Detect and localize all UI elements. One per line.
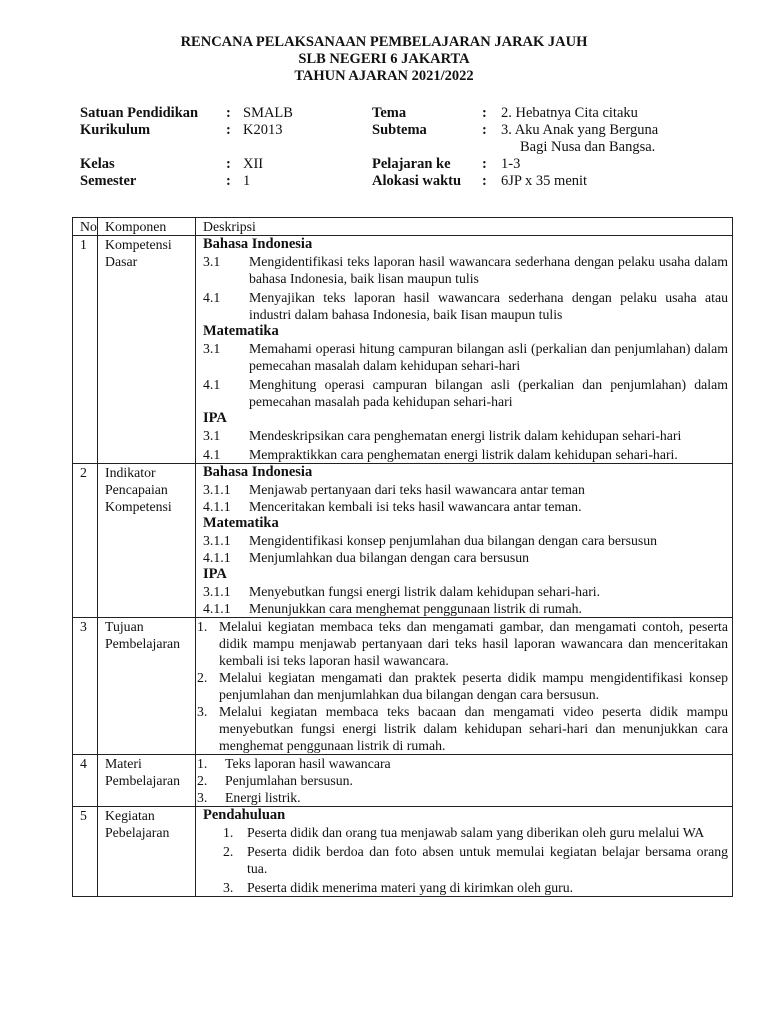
table-header-row	[73, 218, 733, 236]
colon: :	[226, 122, 231, 138]
title-line-1: RENCANA PELAKSANAAN PEMBELAJARAN JARAK JAUH	[180, 34, 588, 50]
item-number: 3.	[223, 880, 234, 895]
subtema-label: Subtema	[372, 122, 427, 138]
subject-title: Bahasa Indonesia	[203, 464, 313, 480]
item-number: 3.1.1	[203, 584, 231, 599]
list-item	[203, 583, 728, 600]
semester-label: Semester	[80, 173, 137, 189]
colon: :	[482, 156, 487, 172]
list-item	[203, 549, 728, 566]
item-text: Peserta didik berdoa dan foto absen untuk memulai kegiatan belajar bersama orang tua.	[247, 844, 728, 876]
list-item	[197, 755, 728, 772]
item-number: 1.	[197, 619, 208, 634]
item-number: 4.1.1	[203, 601, 231, 616]
table-row	[73, 618, 733, 755]
list-item	[203, 600, 728, 617]
komponen-line: Dasar	[105, 254, 138, 269]
list-item	[203, 427, 728, 444]
list-item	[203, 340, 728, 374]
title-line-3: TAHUN AJARAN 2021/2022	[294, 68, 474, 84]
item-text: Teks laporan hasil wawancara	[225, 756, 391, 771]
identity-block	[80, 105, 700, 190]
pelajaran-value: 1-3	[501, 156, 521, 172]
komponen-line: Kompetensi	[105, 237, 172, 252]
colon: :	[482, 105, 487, 121]
colon: :	[226, 173, 231, 189]
table-row	[73, 807, 733, 897]
item-number: 3.1.1	[203, 533, 231, 548]
row-number: 1	[73, 236, 98, 464]
item-number: 1.	[197, 756, 208, 771]
colon: :	[226, 105, 231, 121]
kurikulum-value: K2013	[243, 122, 283, 138]
item-text: Menjumlahkan dua bilangan dengan cara bersusun	[249, 550, 530, 565]
list-item	[203, 498, 728, 515]
komponen-line: Pembelajaran	[105, 773, 181, 788]
item-text: Menunjukkan cara menghemat penggunaan listrik di rumah.	[249, 601, 582, 616]
header-deskripsi: Deskripsi	[196, 218, 733, 236]
list-item	[203, 532, 728, 549]
header-no: No	[73, 218, 98, 236]
item-text: Mendeskripsikan cara penghematan energi listrik dalam kehidupan sehari-hari	[249, 428, 682, 443]
title-line-2: SLB NEGERI 6 JAKARTA	[298, 51, 470, 67]
list-item	[203, 376, 728, 410]
row-komponen	[98, 236, 196, 464]
subject-title: Matematika	[203, 515, 279, 531]
item-number: 3.	[197, 704, 208, 719]
komponen-line: Indikator	[105, 465, 156, 480]
table-row	[73, 464, 733, 618]
list-item	[203, 289, 728, 323]
item-number: 1.	[223, 825, 234, 840]
list-item	[203, 843, 728, 877]
section-title: Pendahuluan	[203, 807, 286, 823]
item-number: 3.1.1	[203, 482, 231, 497]
item-number: 3.1	[203, 254, 221, 269]
alokasi-value: 6JP x 35 menit	[501, 173, 588, 189]
list-item	[203, 253, 728, 287]
item-text: Menjawab pertanyaan dari teks hasil wawancara antar teman	[249, 482, 585, 497]
row-komponen	[98, 618, 196, 755]
komponen-line: Pebelajaran	[105, 825, 170, 840]
row-number: 3	[73, 618, 98, 755]
kurikulum-label: Kurikulum	[80, 122, 151, 138]
subject-title: Matematika	[203, 323, 279, 339]
table-row	[73, 755, 733, 807]
row-deskripsi	[196, 236, 733, 464]
item-text: Mempraktikkan cara penghematan energi listrik dalam kehidupan sehari-hari.	[249, 447, 678, 462]
row-number: 5	[73, 807, 98, 897]
komponen-line: Pencapaian	[105, 482, 168, 497]
subject-title: IPA	[203, 566, 227, 582]
alokasi-label: Alokasi waktu	[372, 173, 462, 189]
subject-title: Bahasa Indonesia	[203, 236, 313, 252]
list-item	[203, 481, 728, 498]
komponen-line: Pembelajaran	[105, 636, 181, 651]
item-text: Melalui kegiatan membaca teks dan mengamati gambar, dan mengamati contoh, peserta didik mampu menjawab pertanyaan dari teks hasil laporan wawancara dan menceritakan kembali isi teks laporan hasil wawancara.	[219, 619, 728, 668]
komponen-line: Kompetensi	[105, 499, 172, 514]
item-text: Mengidentifikasi konsep penjumlahan dua bilangan dengan cara bersusun	[249, 533, 658, 548]
colon: :	[482, 122, 487, 138]
kelas-value: XII	[243, 156, 264, 172]
list-item	[197, 669, 728, 703]
semester-value: 1	[243, 173, 251, 189]
pelajaran-label: Pelajaran ke	[372, 156, 451, 172]
item-text: Penjumlahan bersusun.	[225, 773, 353, 788]
item-text: Memahami operasi hitung campuran bilangan asli (perkalian dan penjumlahan) dalam pemecahan masalah dalam kehidupan sehari-hari	[249, 341, 728, 373]
row-komponen	[98, 464, 196, 618]
item-number: 3.1	[203, 341, 221, 356]
kelas-label: Kelas	[80, 156, 115, 172]
list-item	[197, 618, 728, 669]
item-text: Menghitung operasi campuran bilangan asli (perkalian dan penjumlahan) dalam pemecahan masalah pada kehidupan sehari-hari	[249, 377, 728, 409]
subtema-value-2: Bagi Nusa dan Bangsa.	[520, 139, 656, 155]
row-deskripsi	[196, 618, 733, 755]
item-text: Menceritakan kembali isi teks hasil wawancara antar teman.	[249, 499, 582, 514]
item-text: Peserta didik dan orang tua menjawab salam yang diberikan oleh guru melalui WA	[247, 825, 705, 840]
meta-row-1	[80, 105, 700, 122]
item-text: Melalui kegiatan mengamati dan praktek peserta didik mampu mengidentifikasi konsep penjumlahan dan menjumlahkan dua bilangan dengan cara bersusun.	[219, 670, 728, 702]
item-text: Melalui kegiatan membaca teks bacaan dan mengamati video peserta didik mampu menyebutkan fungsi energi listrik dalam kehidupan sehari-hari dan menunjukkan cara menghemat penggunaan listrik di rumah.	[219, 704, 728, 753]
satuan-value: SMALB	[243, 105, 293, 121]
komponen-line: Materi	[105, 756, 142, 771]
row-deskripsi	[196, 464, 733, 618]
satuan-label: Satuan Pendidikan	[80, 105, 199, 121]
item-number: 2.	[197, 670, 208, 685]
item-number: 2.	[197, 773, 208, 788]
item-number: 4.1	[203, 447, 221, 462]
list-item	[203, 824, 728, 841]
table-row	[73, 236, 733, 464]
row-number: 2	[73, 464, 98, 618]
row-number: 4	[73, 755, 98, 807]
item-number: 3.1	[203, 428, 221, 443]
list-item	[197, 703, 728, 754]
header-komponen: Komponen	[98, 218, 196, 236]
meta-row-3	[80, 156, 700, 173]
komponen-line: Tujuan	[105, 619, 144, 634]
item-number: 3.	[197, 790, 208, 805]
subject-title: IPA	[203, 410, 227, 426]
meta-row-4	[80, 173, 700, 190]
tema-label: Tema	[372, 105, 407, 121]
tema-value: 2. Hebatnya Cita citaku	[501, 105, 638, 121]
item-text: Peserta didik menerima materi yang di kirimkan oleh guru.	[247, 880, 574, 895]
row-deskripsi	[196, 807, 733, 897]
document-title	[0, 34, 768, 85]
meta-row-2b	[80, 139, 700, 156]
row-komponen	[98, 807, 196, 897]
item-text: Energi listrik.	[225, 790, 301, 805]
meta-row-2	[80, 122, 700, 139]
list-item	[203, 446, 728, 463]
list-item	[197, 772, 728, 789]
item-number: 4.1	[203, 377, 221, 392]
row-deskripsi	[196, 755, 733, 807]
list-item	[203, 879, 728, 896]
item-text: Menyajikan teks laporan hasil wawancara sederhana dengan pelaku usaha atau industri dalam bahasa Indonesia, baik Iisan maupun tulis	[249, 290, 728, 322]
item-text: Menyebutkan fungsi energi listrik dalam kehidupan sehari-hari.	[249, 584, 601, 599]
colon: :	[482, 173, 487, 189]
item-number: 4.1.1	[203, 550, 231, 565]
row-komponen	[98, 755, 196, 807]
subtema-value-1: 3. Aku Anak yang Berguna	[501, 122, 659, 138]
komponen-line: Kegiatan	[105, 808, 155, 823]
rpp-table	[72, 217, 733, 897]
list-item	[197, 789, 728, 806]
item-text: Mengidentifikasi teks laporan hasil wawancara sederhana dengan pelaku usaha dalam bahasa Indonesia, baik lisan maupun tulis	[249, 254, 728, 286]
item-number: 4.1.1	[203, 499, 231, 514]
item-number: 4.1	[203, 290, 221, 305]
item-number: 2.	[223, 844, 234, 859]
colon: :	[226, 156, 231, 172]
